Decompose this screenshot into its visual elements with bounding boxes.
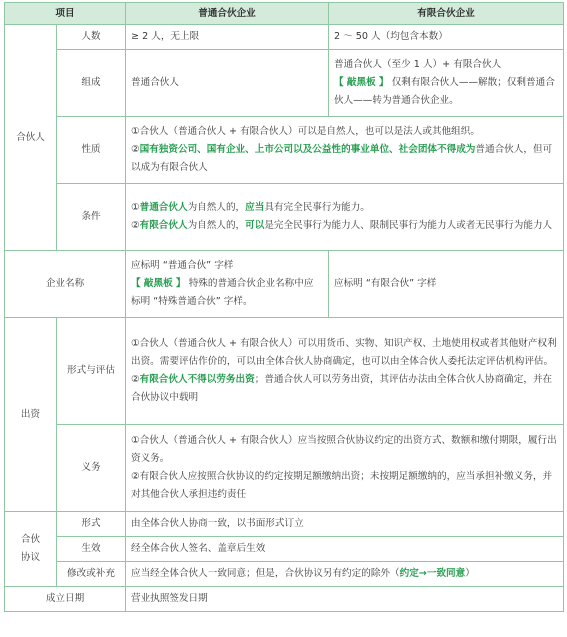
row-nature bbox=[5, 117, 564, 184]
label-capital-form: 形式与评估 bbox=[57, 318, 126, 425]
count-limited: 2 ～ 50 人（均包含本数） bbox=[329, 25, 564, 50]
capital-form-line1: ①合伙人（普通合伙人 + 有限合伙人）可以用货币、实物、知识产权、土地使用权或者其他财产权利出资。需要评估作价的，可以由全体合伙人协商确定，也可以由全体合伙人委托法定评估机构评估。 bbox=[131, 338, 557, 367]
row-enterprise-name bbox=[5, 251, 564, 318]
label-nature: 性质 bbox=[57, 117, 126, 184]
agreement-amend-end: ） bbox=[465, 568, 475, 579]
group-agreement-line2: 协议 bbox=[20, 552, 41, 563]
conditions-l1-highlight1: 普通合伙人 bbox=[139, 202, 188, 213]
conditions-l2-text2: 是完全民事行为能力人、限制民事行为能力人或者无民事行为能力人 bbox=[264, 220, 553, 231]
label-agreement-amend: 修改或补充 bbox=[57, 562, 126, 587]
row-agreement-amend bbox=[5, 562, 564, 587]
composition-general: 普通合伙人 bbox=[126, 50, 329, 117]
nature-line2-rest: 普通合伙人，但可以成为有限合伙人 bbox=[131, 144, 553, 173]
composition-limited-line2: 仅剩有限合伙人——解散；仅剩普通合伙人——转为普通合伙企业。 bbox=[334, 77, 555, 106]
capital-form-line2-prefix: ② bbox=[131, 374, 140, 385]
nature-line2-highlight: 国有独资公司、国有企业、上市公司以及公益性的事业单位、社会团体不得成为 bbox=[139, 144, 476, 155]
conditions-l1-highlight2: 应当 bbox=[245, 202, 265, 213]
enterprise-name-limited: 应标明 “有限合伙” 字样 bbox=[329, 251, 564, 318]
conditions-text bbox=[126, 184, 564, 251]
enterprise-name-general-line1: 应标明 “普通合伙” 字样 bbox=[131, 260, 234, 271]
conditions-l1-prefix: ① bbox=[131, 202, 140, 213]
comparison-table bbox=[4, 2, 564, 612]
capital-duty-line1: ①合伙人（普通合伙人 + 有限合伙人）应当按照合伙协议约定的出资方式、数额和缴付期限，履行出资义务。 bbox=[131, 435, 557, 464]
row-composition bbox=[5, 50, 564, 117]
conditions-line1 bbox=[131, 199, 558, 217]
agreement-amend-highlight: 约定→一致同意 bbox=[399, 568, 466, 579]
conditions-l2-prefix: ② bbox=[131, 220, 140, 231]
nature-line1: ①合伙人（普通合伙人 + 有限合伙人）可以是自然人，也可以是法人或其他组织。 bbox=[131, 126, 480, 137]
group-partners: 合伙人 bbox=[5, 25, 57, 251]
capital-duty-text bbox=[126, 425, 564, 512]
agreement-amend-text bbox=[126, 562, 564, 587]
group-capital: 出资 bbox=[5, 318, 57, 512]
label-agreement-effect: 生效 bbox=[57, 537, 126, 562]
capital-duty-line2: ②有限合伙人应按照合伙协议的约定按期足额缴纳出资；未按期足额缴纳的，应当承担补缴义务，并对其他合伙人承担违约责任 bbox=[131, 471, 553, 500]
count-general: ≥ 2 人，无上限 bbox=[126, 25, 329, 50]
group-agreement bbox=[5, 512, 57, 587]
header-general-partnership: 普通合伙企业 bbox=[126, 3, 329, 25]
label-composition: 组成 bbox=[57, 50, 126, 117]
row-agreement-form bbox=[5, 512, 564, 537]
highlight-tag: 【 敲黑板 】 bbox=[131, 278, 186, 289]
conditions-l2-highlight2: 可以 bbox=[245, 220, 265, 231]
agreement-form-text: 由全体合伙人协商一致，以书面形式订立 bbox=[126, 512, 564, 537]
row-capital-duty bbox=[5, 425, 564, 512]
composition-limited bbox=[329, 50, 564, 117]
enterprise-name-general-line2: 特殊的普通合伙企业名称中应标明 “特殊普通合伙” 字样。 bbox=[131, 278, 314, 307]
capital-form-text bbox=[126, 318, 564, 425]
label-established-date: 成立日期 bbox=[5, 587, 126, 612]
label-count: 人数 bbox=[57, 25, 126, 50]
group-agreement-line1: 合伙 bbox=[20, 534, 41, 545]
conditions-l1-text2: 具有完全民事行为能力。 bbox=[264, 202, 370, 213]
capital-form-line2-rest: ；普通合伙人可以劳务出资，其评估办法由全体合伙人协商确定，并在合伙协议中载明 bbox=[131, 374, 553, 403]
header-row bbox=[5, 3, 564, 25]
row-capital-form bbox=[5, 318, 564, 425]
enterprise-name-general bbox=[126, 251, 329, 318]
highlight-tag: 【 敲黑板 】 bbox=[334, 77, 389, 88]
conditions-l1-text1: 为自然人的， bbox=[187, 202, 246, 213]
row-agreement-effect bbox=[5, 537, 564, 562]
row-established-date bbox=[5, 587, 564, 612]
conditions-l2-highlight1: 有限合伙人 bbox=[139, 220, 188, 231]
label-capital-duty: 义务 bbox=[57, 425, 126, 512]
agreement-amend-main: 应当经全体合伙人一致同意；但是，合伙协议另有约定的除外（ bbox=[131, 568, 400, 579]
nature-line2-prefix: ② bbox=[131, 144, 140, 155]
established-date-text: 营业执照签发日期 bbox=[126, 587, 564, 612]
conditions-l2-text1: 为自然人的， bbox=[187, 220, 246, 231]
composition-limited-line1: 普通合伙人（至少 1 人）+ 有限合伙人 bbox=[334, 59, 502, 70]
label-enterprise-name: 企业名称 bbox=[5, 251, 126, 318]
label-agreement-form: 形式 bbox=[57, 512, 126, 537]
nature-text bbox=[126, 117, 564, 184]
capital-form-line2-highlight: 有限合伙人不得以劳务出资 bbox=[139, 374, 255, 385]
header-limited-partnership: 有限合伙企业 bbox=[329, 3, 564, 25]
header-item: 项目 bbox=[5, 3, 126, 25]
label-conditions: 条件 bbox=[57, 184, 126, 251]
row-count bbox=[5, 25, 564, 50]
agreement-effect-text: 经全体合伙人签名、盖章后生效 bbox=[126, 537, 564, 562]
row-conditions bbox=[5, 184, 564, 251]
